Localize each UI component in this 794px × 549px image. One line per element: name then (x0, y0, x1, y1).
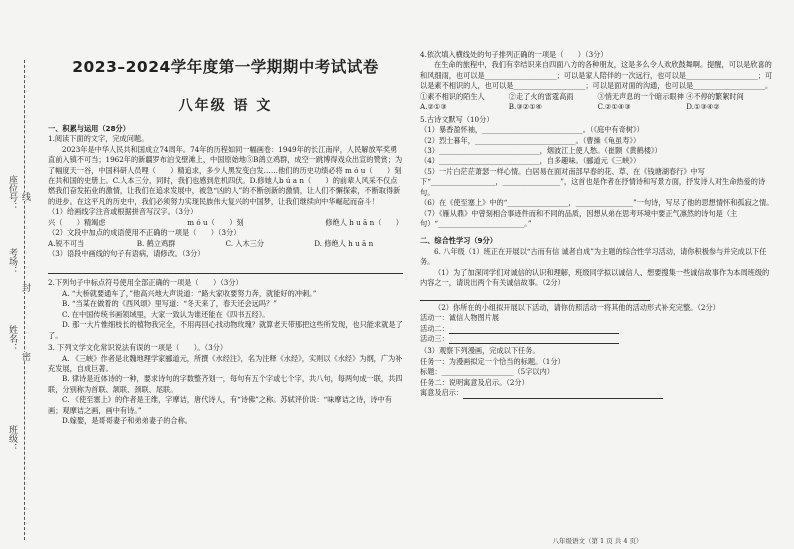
q4-item: ④不停的繁絮时间 (686, 91, 744, 101)
q1-2-options (48, 239, 403, 249)
left-column (48, 0, 403, 549)
q1-3-answer-line (48, 263, 403, 274)
meaning-blank (463, 390, 663, 399)
q4-items (420, 92, 775, 102)
seal-mark-secret: 密 (20, 352, 30, 361)
q1-2-prompt: （2）文段中加点的成语使用不正确的一项是（ ）（3分） (48, 228, 241, 238)
q6-3-task-2: 任务二：说明寓意及启示。（2分） (420, 377, 529, 387)
section-1-heading: 一、积累与运用（28分） (48, 123, 130, 133)
q4-item: ②走了火的雷霆高雨 (508, 91, 574, 101)
exam-room-label: 考场： (7, 248, 17, 275)
q3-prompt: 3. 下列文学文化常识说法有误的一项是（ ）。（3分） (48, 343, 228, 353)
activity-3-blank (449, 335, 619, 344)
q4-prompt: 4.依次填入横线处的句子排列正确的一项是（ ）（3分） (420, 50, 608, 59)
q5-item-6: （6）在《使至塞上》中的“_________________，________________”一句诗，写尽了他的思想情怀和孤寂之情。 (420, 198, 774, 208)
exam-title: 2023–2024学年度第一学期期中考试试卷 (72, 58, 379, 76)
q5-item-4: （4）____________________________，自多趣味。（郦道元《三峡》） (420, 156, 641, 166)
q1-1-item: 兴（ ）精竭虑 (48, 217, 106, 227)
option-b: B. 鹤立鸡群 (136, 238, 176, 248)
q2-option-c: C. 在中国传统书画领域里，大家一致认为谁还能在《四书五经》。 (62, 309, 270, 319)
q3-option-d: D.嫁娶，是哥哥妻子和弟弟妻子的合称。 (62, 416, 192, 426)
seal-mark-line: 线 (20, 192, 30, 201)
q2-option-b: B. “当某在做着的《西风颂》里写道：“冬天来了，春天还会远吗？” (62, 299, 277, 309)
binding-strip (0, 0, 40, 549)
activity-2-blank (449, 325, 619, 334)
q1-3-prompt: （3）语段中画线的句子有语病，请修改。（3分） (48, 249, 205, 259)
name-label: 姓名： (7, 325, 17, 352)
q5-item-5: （5）一片白茫茫萧瑟一样心情。白居易在面对南部早春的花、草、在《钱塘湖春行》中写下“__________________，________________”，这首也是作者在抒情诗和写景方面，抒发诗人对生命热爱的诗句。 (420, 166, 766, 197)
q6-2-activity-1: 活动一：诚信人物图片展 (420, 313, 500, 323)
q5-item-3: （3）____________________________，烟波江上使人愁。（崔颢《黄鹤楼》） (420, 145, 662, 155)
exam-subtitle: 八年级 语 文 (178, 98, 273, 115)
q1-1-items (48, 218, 403, 228)
page-footer: 八年级语文（第 1 页 共 4 页） (552, 537, 643, 545)
q6-1-answer-line (420, 291, 650, 301)
q6-3-task-1: 任务一：为漫画拟定一个恰当的标题。（1分） (420, 356, 565, 366)
option-d: D.①③④② (686, 102, 720, 112)
q3-option-c: C. 《使至塞上》的作者是王维，字摩诘，唐代诗人，有“诗佛”之称。苏轼评价说：“味摩诘之诗，诗中有画；观摩诘之画，画中有诗。” (48, 395, 392, 415)
q5-item-7: （7）《雁从鼎》中曾刻相合事迹件而和不同的品质，因想从弟在思考环境中要正气凛然的诗句是（主句）“________________________。” (420, 208, 738, 228)
q6-2-activity-2: 活动二： (420, 323, 449, 333)
q4-item: ③悄无声息的一个暗示眼神 (597, 91, 684, 101)
q6-3-meaning-label: 寓意及启示： (420, 388, 464, 398)
q6-2-prompt: （2）你所在的小组拟开展以下活动，请你仿照活动一将其他的活动形式补充完整。（2分） (434, 302, 720, 312)
q5-prompt: 5.古诗文默写（10分） (420, 114, 494, 124)
q2-option-d: D. 那一大片惟细枝长的植物我完全，不用再回心找动物玫瑰？就算老天带那把这些所发现，也只能求就是了了。 (48, 320, 403, 340)
q6-2-activity-3: 活动三： (420, 333, 449, 343)
q3-option-a: A. 《三峡》作者是北魏地理学家郦道元，所撰《水经注》，名为注释《水经》，实则以《水经》为纲，广为补充发展，自成巨著。 (48, 353, 403, 373)
option-d: D. 修绝人 h u ā n (314, 238, 374, 248)
option-b: B.③②①④ (508, 102, 543, 112)
q6-1-prompt: （1）为了加深同学们对诚信的认识和理解，班级同学拟以诚信人、想要搜集一些诚信故事作为本周班级的内容之一，请说出两个有关诚信故事。（2分） (420, 267, 770, 288)
option-c: C.②①④③ (597, 102, 631, 112)
q6-3-prompt: （3）观察下列漫画，完成以下任务。 (420, 346, 540, 356)
option-a: A.锐不可当 (48, 238, 85, 248)
q5-item-1: （1）暴香盈怀袖，____________________________。（《庭中有奇树》） (420, 125, 644, 135)
seal-mark-seal: 封 (20, 283, 30, 292)
class-label: 班级： (7, 425, 17, 452)
q1-1-prompt: （1）给画线字注音或根据拼音写汉字。（3分） (48, 207, 198, 217)
q2-prompt: 2.下列句子中标点符号使用全部正确的一项是（ ）（3分） (48, 278, 243, 288)
q1-intro: 1.阅读下面的文字，完成问题。 (48, 134, 149, 144)
q4-text: 在生命的旅程中，我们有幸结识来自四面八方的各种朋友，这是多么令人欢欣鼓舞啊。提醒，可以是欣喜的和风细雨，也可以是____________________；可以是家人陪伴的一次远行，也可以是____________________；可以是素不相识的人，也可以是____________________；可以是面对面的沟通，也可以是____________________。 (420, 60, 773, 91)
section-2-heading: 二、综合性学习（9分） (420, 236, 497, 246)
q5-item-2: （2）烈士暮年，____________________________。（曹操《龟虽寿》） (420, 135, 641, 145)
q4-item: ①素不相识的陌生人 (420, 91, 485, 101)
seat-number-label: 座位号： (7, 175, 17, 211)
q4-options (420, 102, 775, 112)
q2-option-a: A. “大桥就要通车了，”他高兴地大声说道：“路大家收要努力奔，就能好的冲刺。” (62, 288, 317, 298)
q6-3-title-line: 标题：____________________（5字以内） (420, 367, 554, 377)
q6-prompt: 6. 八年级（1）班正在开展以“古而有信 诚者自成”为主题的综合性学习活动，请你积极参与并完成以下任务。 (420, 246, 767, 267)
q3-option-b: B. 律诗是近体诗的一种，要求诗句的字数整齐划一，每句有五个字或七个字，共八句，每两句成一联，共四联，分别称为首联、颔联、颈联、尾联。 (48, 374, 403, 394)
right-column (420, 0, 775, 549)
option-a: A.②①③ (420, 102, 447, 112)
q1-passage: 2023年是中华人民共和国成立74周年。74年的历程如同一幅画卷：1949年的长江南岸，人民解放军奖勇直前入镇不可当；1962年的新疆罗布泊戈壁滩上，中国原始地⑤B鸽立鸡群，成空一跳博得戏众出宣的赞赏；为了幅度天一谷，中国科研人员哩（ ）精追求，多少人黑发变白发……他们的历史功绩必将 m ó u（ ）刻在共和国的史册上。C.人本三分，同时，我们也感到危机四伏。D.修她人b ú a n（ ）的前辈人风采不仅点燃我们奋发拓业的激情，让我们在追求发展中，被急“凶的人”的不断创新的激情，让人们不懈探索，不断取得新的进步。在这平凡的历史中，我们必须努力实现民族伟大复兴的中国梦，让我们继续向中华崛起而奋斗！ (48, 144, 403, 206)
seal-line (24, 60, 25, 540)
q1-1-item: 修绝人 h u ā n（ ） (325, 217, 403, 227)
q1-1-item: m ó u（ ）刻 (187, 217, 244, 227)
option-c: C. 入木三分 (225, 238, 265, 248)
